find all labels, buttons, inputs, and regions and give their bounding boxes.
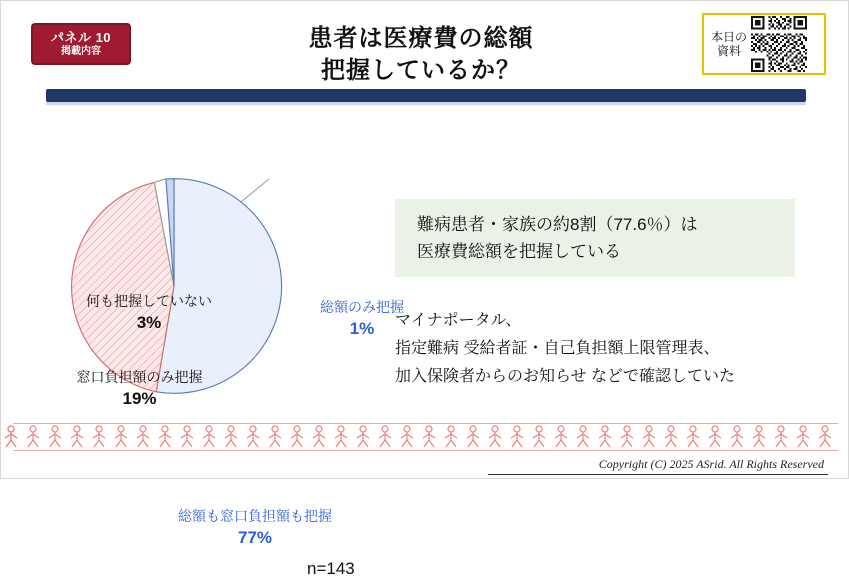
people-chain-icon <box>2 424 849 448</box>
copyright-underline <box>488 474 828 475</box>
qr-panel <box>702 13 826 75</box>
highlight-line2: 医療費総額を把握している <box>417 242 621 261</box>
footer-decoration <box>2 424 849 448</box>
pie-label-total-only-name: 総額のみ把握 <box>320 299 404 315</box>
body-line1: マイナポータル、 <box>395 312 522 329</box>
panel-badge-line1: パネル 10 <box>50 29 112 45</box>
pie-label-none-pct: 3% <box>136 313 162 333</box>
pie-label-window-only-name: 窓口負担額のみ把握 <box>76 369 203 385</box>
pie-label-none-name: 何も把握していない <box>86 293 212 309</box>
qr-label <box>707 30 751 59</box>
footer-rule-bottom <box>13 450 838 451</box>
panel-badge <box>31 23 131 65</box>
pie-slice-window-only <box>72 182 174 391</box>
qr-label-line2: 資料 <box>716 44 741 58</box>
qr-label-line1: 本日の <box>710 29 747 44</box>
pie-label-window-only-pct: 19% <box>122 389 157 409</box>
page-title-line1: 患者は医療費の総額 <box>308 25 534 52</box>
pie-slice-both <box>156 179 281 394</box>
pie-label-window-only <box>57 367 222 412</box>
pie-label-both-name: 総額も窓口負担額も把握 <box>178 508 332 524</box>
pie-label-both-pct: 77% <box>237 528 273 548</box>
copyright-text: Copyright (C) 2025 ASrid. All Rights Reserved <box>598 457 824 471</box>
sample-size-label: n=143 <box>307 559 355 578</box>
body-line2: 指定難病 受給者証・自己負担額上限管理表、 <box>395 340 720 357</box>
pie-label-none <box>69 291 229 336</box>
highlight-line1: 難病患者・家族の約8割（77.6％）は <box>417 214 698 234</box>
page-title <box>191 23 651 88</box>
title-underline-bar <box>46 89 806 102</box>
body-text <box>395 307 815 391</box>
panel-badge-line2: 掲載内容 <box>61 45 101 57</box>
pie-label-both <box>145 506 365 551</box>
body-line3: 加入保険者からのお知らせ などで確認していた <box>395 368 735 385</box>
qr-code-icon <box>751 16 807 72</box>
highlight-callout <box>395 199 795 277</box>
highlight-text <box>395 211 698 265</box>
pie-label-total-only-pct: 1% <box>349 319 375 339</box>
pie-chart <box>39 161 404 578</box>
page-title-line2: 把握しているか？ <box>321 57 521 85</box>
